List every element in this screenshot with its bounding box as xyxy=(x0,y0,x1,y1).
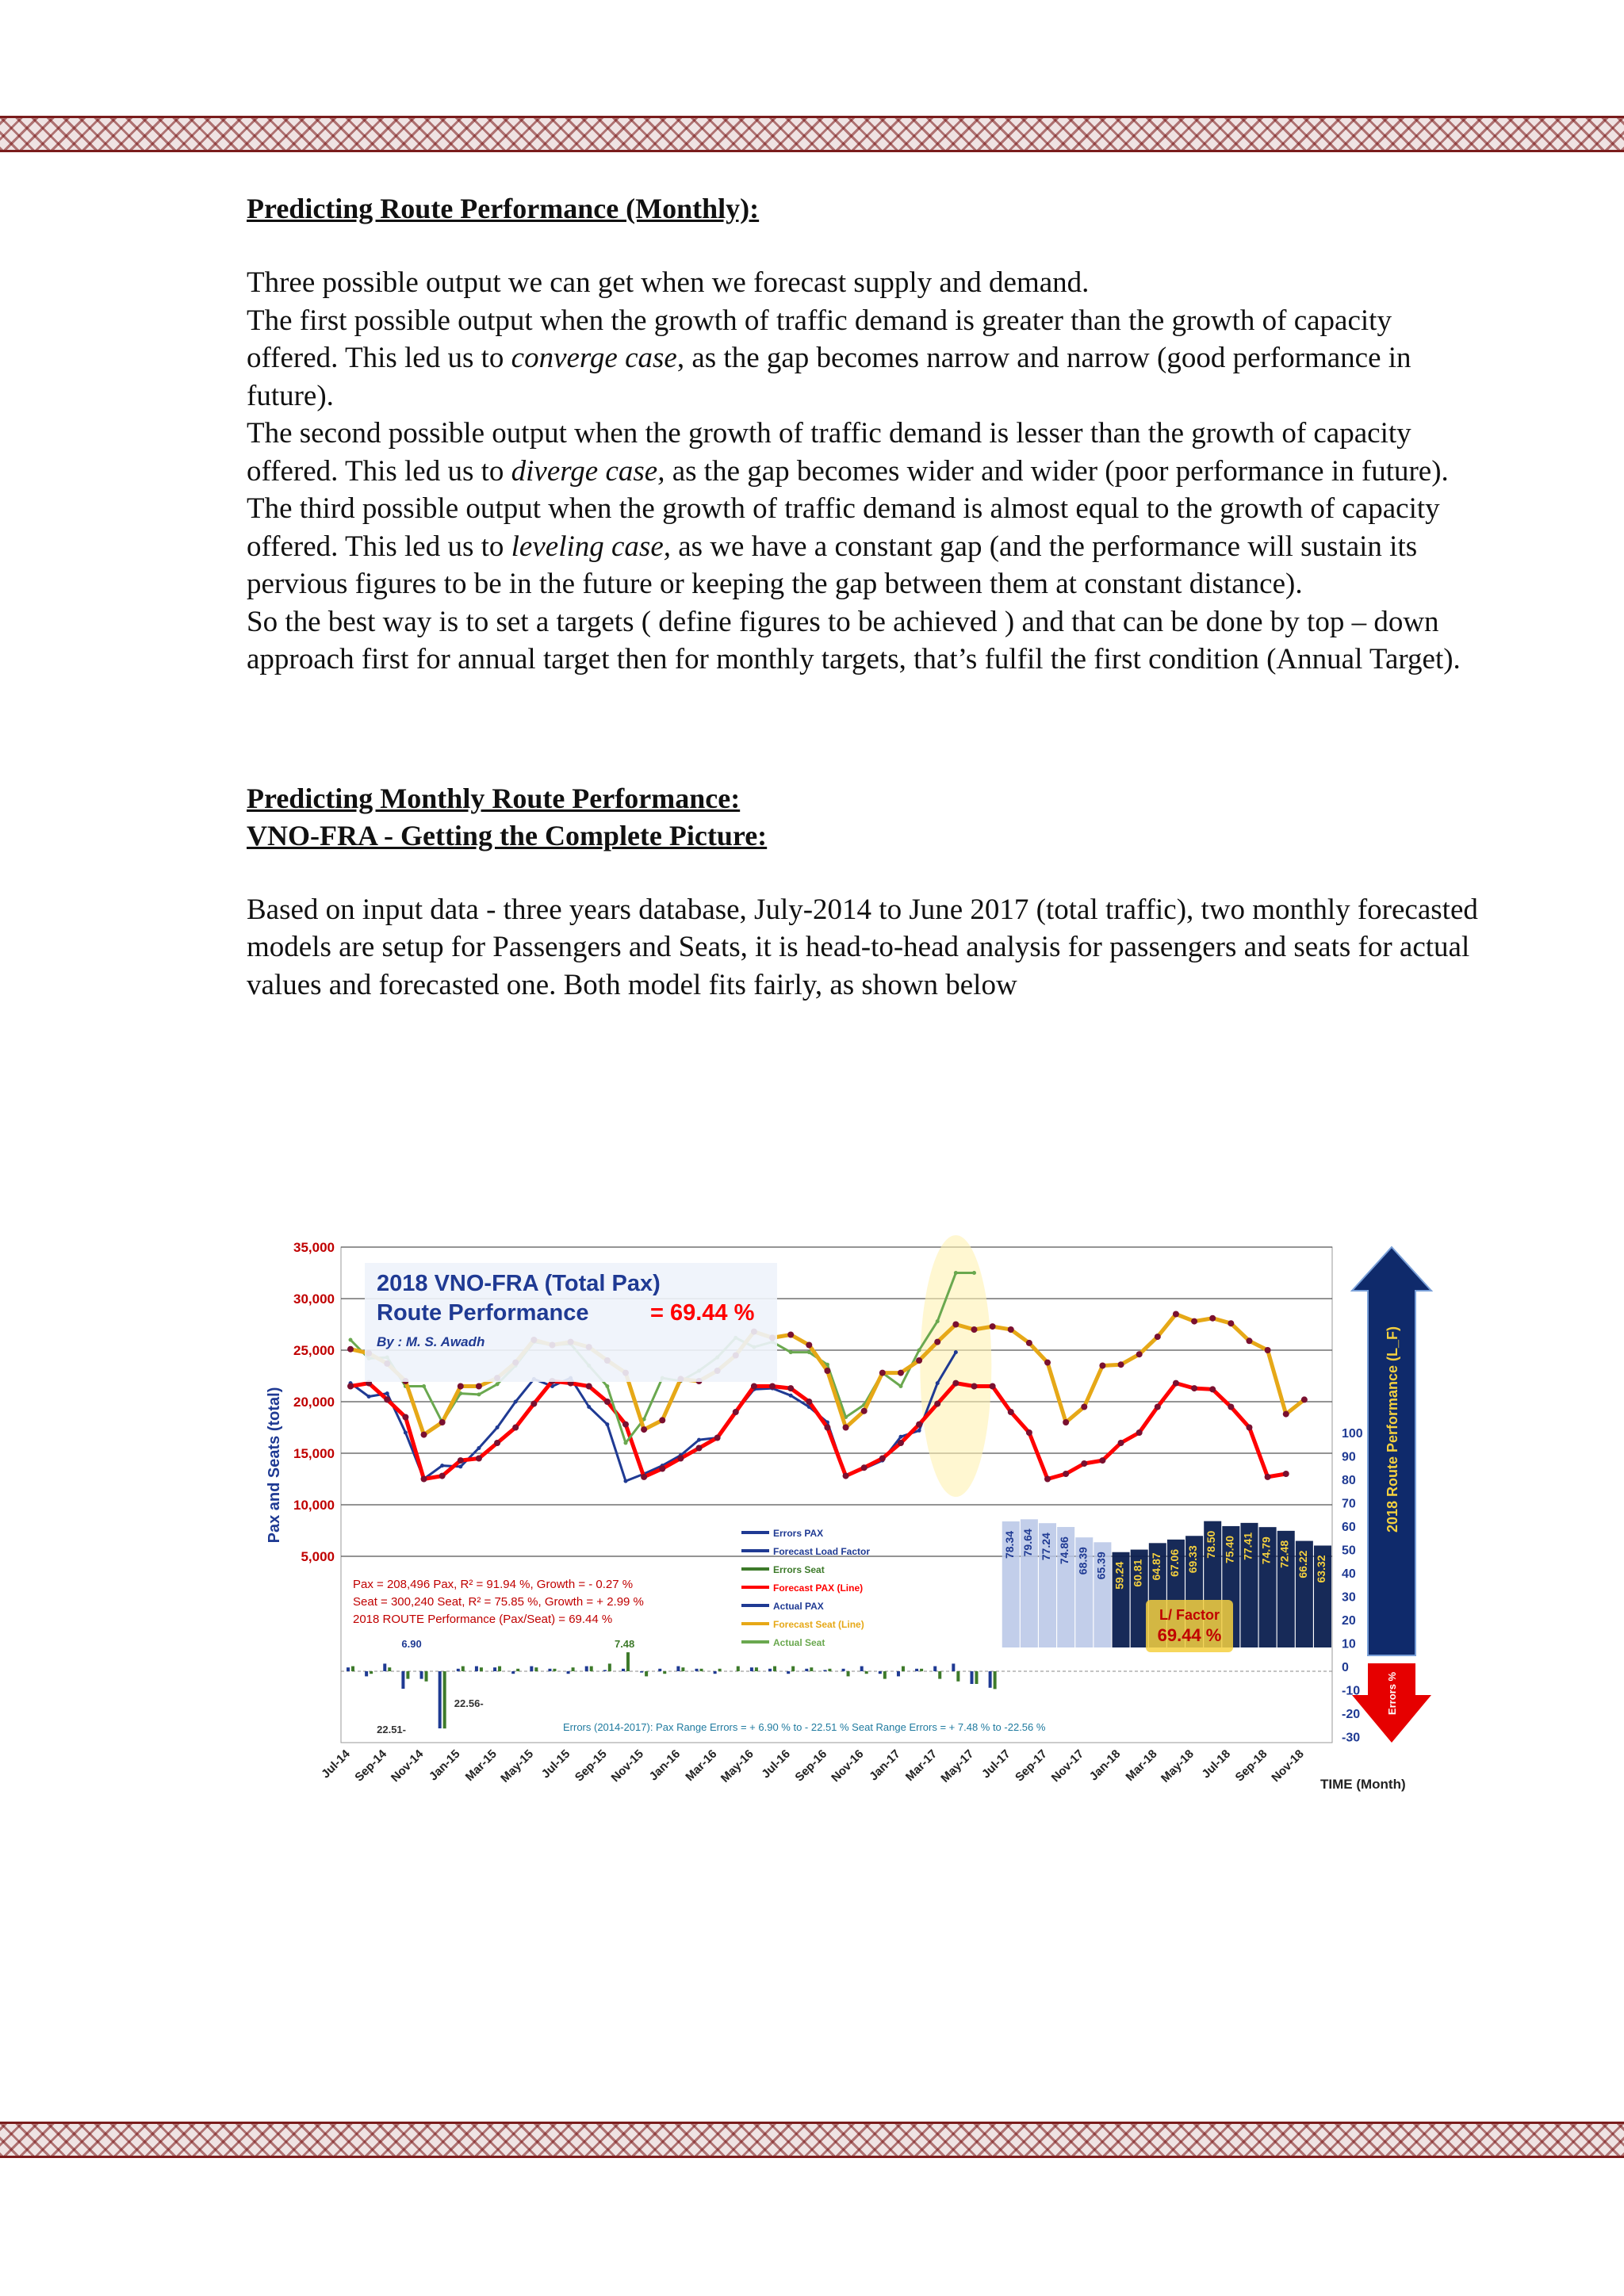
legend-entry: Errors PAX xyxy=(773,1528,824,1539)
load-factor-bar-label: 75.40 xyxy=(1223,1535,1236,1563)
series-point xyxy=(477,1392,481,1396)
x-tick-label: Jan-16 xyxy=(646,1747,684,1784)
page-content xyxy=(247,190,1484,1004)
error-bar-pax xyxy=(879,1671,882,1674)
load-factor-bar-label: 77.24 xyxy=(1040,1533,1053,1561)
series-point xyxy=(439,1419,446,1425)
error-bar-pax xyxy=(401,1671,404,1689)
series-point xyxy=(917,1429,921,1433)
series-point xyxy=(843,1425,849,1431)
error-bar-pax xyxy=(511,1671,515,1674)
series-point xyxy=(1265,1474,1271,1480)
right-tick-label: 60 xyxy=(1342,1521,1356,1534)
chart-title-line-2: Route Performance xyxy=(377,1300,589,1326)
error-bar-seat xyxy=(645,1671,648,1676)
series-point xyxy=(659,1417,665,1423)
series-point xyxy=(898,1384,902,1388)
series-point xyxy=(714,1435,721,1441)
x-tick-label: May-15 xyxy=(498,1747,537,1785)
load-factor-bar-label: 64.87 xyxy=(1149,1552,1162,1581)
load-factor-bar-label: 72.48 xyxy=(1277,1540,1291,1568)
error-bar-seat xyxy=(480,1667,483,1671)
series-point xyxy=(936,1381,940,1385)
load-factor-bar-label: 77.41 xyxy=(1241,1532,1254,1560)
series-point xyxy=(421,1476,427,1483)
x-tick-label: Sep-16 xyxy=(792,1747,830,1785)
x-tick-label: Jan-15 xyxy=(426,1747,463,1784)
load-factor-bar-label: 74.86 xyxy=(1058,1536,1071,1565)
series-point xyxy=(972,1271,976,1275)
errors-axis-label: Errors % xyxy=(1386,1671,1398,1716)
x-tick-label: Jul-16 xyxy=(759,1747,793,1781)
stats-line: Seat = 300,240 Seat, R² = 75.85 %, Growth = + 2.99 % xyxy=(353,1595,644,1609)
series-point xyxy=(733,1409,739,1415)
x-tick-label: Sep-15 xyxy=(572,1747,610,1785)
series-point xyxy=(1008,1326,1014,1333)
series-point xyxy=(916,1357,922,1364)
error-bar-pax xyxy=(695,1669,699,1671)
error-bar-seat xyxy=(828,1669,831,1671)
series-point xyxy=(458,1457,464,1464)
y-tick-label: 30,000 xyxy=(293,1292,335,1307)
error-bar-seat xyxy=(626,1652,630,1671)
error-bar-pax xyxy=(952,1663,955,1671)
error-bar-pax xyxy=(676,1667,680,1671)
right-tick-label: 50 xyxy=(1342,1544,1356,1558)
x-tick-label: Sep-17 xyxy=(1013,1747,1050,1785)
error-bar-pax xyxy=(347,1667,350,1671)
series-point xyxy=(458,1383,464,1390)
x-tick-label: Jan-17 xyxy=(867,1747,903,1784)
legend-entry: Forecast Load Factor xyxy=(773,1546,871,1557)
error-bar-pax xyxy=(383,1663,386,1671)
error-bar-seat xyxy=(590,1667,593,1671)
series-point xyxy=(1044,1360,1051,1366)
series-point xyxy=(1246,1425,1252,1431)
chart-svg xyxy=(262,1227,1451,1798)
error-bar-seat xyxy=(883,1671,887,1679)
right-axis-label: 2018 Route Performance (L_F) xyxy=(1385,1326,1400,1533)
series-point xyxy=(824,1425,830,1431)
x-tick-label: May-18 xyxy=(1158,1747,1197,1785)
error-bar-seat xyxy=(443,1671,446,1728)
x-tick-label: Nov-16 xyxy=(829,1747,867,1785)
series-point xyxy=(952,1322,959,1328)
load-factor-bar-label: 60.81 xyxy=(1131,1559,1144,1587)
error-bar-pax xyxy=(439,1671,442,1728)
error-bar-pax xyxy=(823,1670,826,1671)
series-point xyxy=(861,1408,868,1414)
error-bar-pax xyxy=(915,1669,918,1671)
error-bar-seat xyxy=(902,1667,905,1671)
error-bar-pax xyxy=(787,1671,790,1674)
series-point xyxy=(1136,1429,1143,1436)
series-point xyxy=(990,1323,996,1330)
series-point xyxy=(1228,1320,1234,1326)
series-point xyxy=(347,1346,354,1353)
lf-box-label: L/ Factor xyxy=(1159,1607,1220,1623)
series-point xyxy=(367,1395,371,1399)
series-point xyxy=(696,1445,703,1452)
x-tick-label: Sep-14 xyxy=(352,1747,390,1785)
bottom-decorative-border xyxy=(0,2122,1624,2158)
section2-heading-1: Predicting Monthly Route Performance: xyxy=(247,782,741,814)
right-tick-label: 80 xyxy=(1342,1474,1356,1487)
series-point xyxy=(787,1332,794,1338)
series-point xyxy=(1191,1385,1197,1391)
load-factor-bar-label: 78.50 xyxy=(1205,1530,1218,1559)
right-tick-label: -20 xyxy=(1342,1708,1361,1721)
load-factor-bar-label: 66.22 xyxy=(1296,1550,1309,1578)
series-point xyxy=(605,1384,609,1388)
series-point xyxy=(439,1473,446,1479)
series-point xyxy=(1173,1311,1179,1318)
x-tick-label: Jan-18 xyxy=(1086,1747,1124,1784)
x-tick-label: Mar-18 xyxy=(1123,1747,1160,1785)
series-point xyxy=(1118,1440,1124,1446)
series-point xyxy=(530,1401,537,1407)
series-point xyxy=(1301,1396,1308,1402)
load-factor-bar-label: 74.79 xyxy=(1259,1536,1273,1565)
error-bar-seat xyxy=(406,1671,409,1679)
error-bar-seat xyxy=(737,1667,740,1671)
error-bar-seat xyxy=(351,1667,354,1671)
section1-paragraph-1: Three possible output we can get when we forecast supply and demand. xyxy=(247,266,1090,299)
error-bar-seat xyxy=(370,1671,373,1674)
load-factor-bar-label: 63.32 xyxy=(1315,1555,1327,1583)
series-point xyxy=(936,1319,940,1323)
series-point xyxy=(586,1383,592,1390)
x-tick-label: May-16 xyxy=(718,1747,756,1785)
series-point xyxy=(898,1440,904,1446)
series-point xyxy=(787,1385,794,1391)
x-tick-label: Sep-18 xyxy=(1232,1747,1270,1785)
series-point xyxy=(879,1456,886,1462)
legend-entry: Actual PAX xyxy=(773,1601,824,1612)
series-point xyxy=(1283,1411,1289,1418)
x-tick-label: Jul-17 xyxy=(979,1747,1013,1781)
series-point xyxy=(954,1350,958,1354)
series-point xyxy=(1063,1471,1069,1477)
y-tick-label: 25,000 xyxy=(293,1343,335,1358)
series-point xyxy=(440,1464,444,1468)
series-point xyxy=(1026,1429,1032,1436)
series-point xyxy=(347,1383,354,1390)
series-point xyxy=(384,1396,390,1402)
series-point xyxy=(512,1425,519,1431)
error-label: 22.56- xyxy=(454,1697,484,1709)
error-bar-seat xyxy=(791,1667,795,1671)
series-point xyxy=(824,1368,830,1374)
section1-paragraph-5: So the best way is to set a targets ( define figures to be achieved ) and that can be done by top – down approach first for annual target then for monthly targets, that’s fulfil the first condition (Annual Target). xyxy=(247,605,1461,675)
right-tick-label: 40 xyxy=(1342,1567,1356,1581)
error-bar-pax xyxy=(805,1669,808,1671)
section1-paragraph-2: The first possible output when the growth of traffic demand is greater than the growth of capacity offered. This led us to converge case, as the gap becomes narrow and narrow (good performance in future). xyxy=(247,304,1411,412)
legend-entry: Errors Seat xyxy=(773,1564,825,1575)
error-bar-pax xyxy=(493,1667,496,1671)
error-bar-pax xyxy=(750,1667,753,1671)
load-factor-bar-label: 69.33 xyxy=(1186,1545,1200,1574)
load-factor-bar-label: 79.64 xyxy=(1021,1529,1034,1557)
series-point xyxy=(954,1271,958,1275)
series-point xyxy=(934,1339,940,1345)
error-bar-pax xyxy=(475,1667,478,1671)
series-point xyxy=(604,1399,611,1405)
x-tick-label: Mar-17 xyxy=(902,1747,940,1785)
section2-heading-2: VNO-FRA - Getting the Complete Picture: xyxy=(247,819,768,851)
error-bar-seat xyxy=(681,1667,684,1671)
legend-entry: Forecast Seat (Line) xyxy=(773,1619,864,1630)
series-point xyxy=(641,1426,647,1433)
error-label: 22.51- xyxy=(377,1724,407,1735)
series-point xyxy=(917,1349,921,1353)
series-point xyxy=(605,1422,609,1426)
error-bar-pax xyxy=(714,1671,717,1674)
x-tick-label: Nov-18 xyxy=(1269,1747,1307,1785)
error-bar-seat xyxy=(425,1671,428,1682)
error-bar-pax xyxy=(567,1671,570,1674)
error-bar-seat xyxy=(388,1667,391,1671)
y-tick-label: 15,000 xyxy=(293,1446,335,1461)
error-bar-seat xyxy=(865,1671,868,1674)
load-factor-bar-label: 65.39 xyxy=(1094,1552,1108,1580)
right-tick-label: 70 xyxy=(1342,1497,1356,1511)
section1-paragraph-3: The second possible output when the growth of traffic demand is lesser than the growth of capacity offered. This led us to diverge case, as the gap becomes wider and wider (poor performance in future). xyxy=(247,417,1449,488)
error-bar-seat xyxy=(663,1671,666,1674)
series-point xyxy=(1265,1347,1271,1353)
series-point xyxy=(476,1383,482,1390)
right-tick-label: 90 xyxy=(1342,1450,1356,1464)
stats-line: 2018 ROUTE Performance (Pax/Seat) = 69.44 % xyxy=(353,1613,613,1626)
top-decorative-border xyxy=(0,116,1624,152)
series-point xyxy=(806,1399,812,1405)
error-bar-pax xyxy=(457,1669,460,1671)
series-point xyxy=(659,1466,665,1472)
y-tick-label: 20,000 xyxy=(293,1395,335,1410)
x-tick-label: Nov-17 xyxy=(1048,1747,1087,1785)
series-point xyxy=(916,1422,922,1428)
series-point xyxy=(494,1440,500,1446)
series-point xyxy=(843,1473,849,1479)
right-tick-label: 100 xyxy=(1342,1427,1363,1441)
series-point xyxy=(990,1383,996,1390)
x-axis-label: TIME (Month) xyxy=(1320,1777,1406,1792)
load-factor-bar-label: 67.06 xyxy=(1167,1548,1181,1577)
chart-title-line-1: 2018 VNO-FRA (Total Pax) xyxy=(377,1271,661,1296)
y-tick-label: 5,000 xyxy=(301,1549,335,1564)
section1-heading: Predicting Route Performance (Monthly): xyxy=(247,193,760,224)
error-bar-pax xyxy=(768,1669,772,1671)
error-bar-seat xyxy=(755,1667,758,1671)
series-point xyxy=(477,1446,481,1450)
section2-paragraph-1: Based on input data - three years database, July-2014 to June 2017 (total traffic), two monthly forecasted models are setup for Passengers and Seats, it is head-to-head analysis for passengers and seats for actual values and forecasted one. Both model fits fairly, as shown below xyxy=(247,893,1478,1001)
error-bar-pax xyxy=(420,1671,423,1679)
error-bar-pax xyxy=(585,1667,588,1671)
series-point xyxy=(1155,1404,1161,1410)
series-point xyxy=(496,1425,500,1429)
series-point xyxy=(587,1405,591,1409)
series-point xyxy=(1246,1337,1252,1344)
x-tick-label: Jul-15 xyxy=(538,1747,573,1781)
series-point xyxy=(349,1338,353,1342)
error-bar-pax xyxy=(530,1667,533,1671)
series-point xyxy=(971,1383,977,1390)
series-point xyxy=(476,1456,482,1462)
series-point xyxy=(404,1431,408,1435)
x-tick-label: Jul-14 xyxy=(319,1747,353,1781)
stats-line: Pax = 208,496 Pax, R² = 91.94 %, Growth = - 0.27 % xyxy=(353,1578,634,1591)
y-axis-label: Pax and Seats (total) xyxy=(266,1387,283,1544)
error-bar-pax xyxy=(842,1669,845,1671)
error-label: 7.48 xyxy=(614,1638,635,1650)
error-bar-seat xyxy=(553,1669,556,1671)
error-bar-seat xyxy=(608,1663,611,1671)
error-bar-seat xyxy=(462,1667,465,1671)
series-point xyxy=(402,1414,408,1421)
series-point xyxy=(1155,1334,1161,1340)
error-bar-seat xyxy=(572,1667,575,1671)
right-tick-label: 30 xyxy=(1342,1590,1356,1605)
error-bar-pax xyxy=(640,1671,643,1673)
series-point xyxy=(952,1380,959,1387)
series-point xyxy=(1283,1471,1289,1477)
error-bar-pax xyxy=(548,1669,551,1671)
load-factor-bar-label: 78.34 xyxy=(1002,1530,1016,1559)
series-point xyxy=(751,1383,757,1390)
error-bar-seat xyxy=(847,1671,850,1676)
error-bar-pax xyxy=(658,1669,661,1671)
series-point xyxy=(421,1432,427,1438)
series-point xyxy=(789,1394,793,1398)
series-point xyxy=(641,1474,647,1480)
chart-title-value: = 69.44 % xyxy=(650,1300,755,1326)
error-bar-seat xyxy=(920,1669,923,1671)
y-tick-label: 35,000 xyxy=(293,1240,335,1255)
error-bar-seat xyxy=(718,1669,722,1671)
series-point xyxy=(789,1350,793,1354)
chart-author: By : M. S. Awadh xyxy=(377,1334,485,1349)
series-point xyxy=(898,1370,904,1376)
error-bar-seat xyxy=(534,1667,538,1671)
series-point xyxy=(879,1370,886,1376)
series-point xyxy=(1099,1457,1105,1464)
route-performance-chart xyxy=(262,1227,1451,1802)
legend-entry: Forecast PAX (Line) xyxy=(773,1582,864,1594)
error-bar-seat xyxy=(498,1667,501,1671)
series-point xyxy=(1081,1404,1087,1410)
series-point xyxy=(697,1438,701,1442)
series-point xyxy=(1081,1460,1087,1467)
load-factor-bar-label: 68.39 xyxy=(1076,1547,1090,1575)
error-bar-pax xyxy=(860,1667,864,1671)
error-bar-seat xyxy=(700,1669,703,1671)
series-point xyxy=(1026,1340,1032,1346)
legend-entry: Actual Seat xyxy=(773,1637,825,1648)
right-tick-label: -30 xyxy=(1342,1731,1361,1745)
load-factor-bar-label: 59.24 xyxy=(1113,1561,1126,1590)
error-bar-pax xyxy=(622,1669,625,1671)
series-point xyxy=(861,1464,868,1471)
error-bar-pax xyxy=(970,1671,973,1684)
x-tick-label: Jul-18 xyxy=(1199,1747,1234,1781)
errors-note: Errors (2014-2017): Pax Range Errors = + 6.90 % to - 22.51 % Seat Range Errors = + 7.48 % to -22.56 % xyxy=(563,1721,1046,1733)
series-point xyxy=(807,1350,811,1354)
series-point xyxy=(623,1479,627,1483)
series-point xyxy=(769,1383,776,1390)
series-point xyxy=(1228,1404,1234,1410)
error-bar-pax xyxy=(365,1671,368,1676)
series-point xyxy=(1044,1476,1051,1483)
x-tick-label: Nov-15 xyxy=(608,1747,646,1785)
error-bar-pax xyxy=(603,1670,607,1671)
series-point xyxy=(1099,1363,1105,1369)
series-point xyxy=(898,1435,902,1439)
x-tick-label: May-17 xyxy=(938,1747,977,1785)
error-bar-pax xyxy=(897,1671,900,1676)
series-point xyxy=(677,1456,684,1462)
series-point xyxy=(971,1326,977,1333)
series-point xyxy=(1173,1380,1179,1387)
series-point xyxy=(623,1441,627,1445)
error-bar-seat xyxy=(810,1667,813,1671)
series-point xyxy=(458,1464,462,1468)
right-tick-label: 0 xyxy=(1342,1661,1349,1674)
series-point xyxy=(1063,1419,1069,1425)
series-point xyxy=(514,1400,518,1404)
error-bar-pax xyxy=(933,1667,936,1671)
error-bar-seat xyxy=(516,1669,519,1671)
y-tick-label: 10,000 xyxy=(293,1498,335,1513)
lf-box-value: 69.44 % xyxy=(1157,1625,1222,1645)
error-bar-seat xyxy=(773,1667,776,1671)
series-point xyxy=(385,1391,389,1395)
right-tick-label: -10 xyxy=(1342,1684,1361,1698)
right-tick-label: 10 xyxy=(1342,1637,1356,1651)
series-point xyxy=(1136,1351,1143,1357)
error-label: 6.90 xyxy=(401,1638,422,1650)
series-point xyxy=(1209,1315,1216,1322)
error-bar-seat xyxy=(938,1671,941,1679)
right-tick-label: 20 xyxy=(1342,1614,1356,1628)
section1-paragraph-4: The third possible output when the growth of traffic demand is almost equal to the growth of capacity offered. This led us to leveling case, as we have a constant gap (and the performance will sustain its pervious figures to be in the future or keeping the gap between them at constant distance). xyxy=(247,492,1440,600)
series-point xyxy=(806,1342,812,1349)
series-point xyxy=(934,1401,940,1407)
error-bar-seat xyxy=(975,1671,978,1684)
series-point xyxy=(1209,1386,1216,1392)
series-point xyxy=(496,1382,500,1386)
x-tick-label: Mar-15 xyxy=(462,1747,500,1785)
series-point xyxy=(622,1422,629,1428)
series-point xyxy=(422,1384,426,1388)
error-bar-pax xyxy=(989,1671,992,1688)
series-point xyxy=(1118,1361,1124,1368)
error-bar-seat xyxy=(956,1671,959,1682)
x-tick-label: Nov-14 xyxy=(388,1747,427,1785)
x-tick-label: Mar-16 xyxy=(683,1747,720,1785)
series-point xyxy=(1008,1409,1014,1415)
error-bar-seat xyxy=(994,1671,997,1689)
series-point xyxy=(1191,1318,1197,1325)
